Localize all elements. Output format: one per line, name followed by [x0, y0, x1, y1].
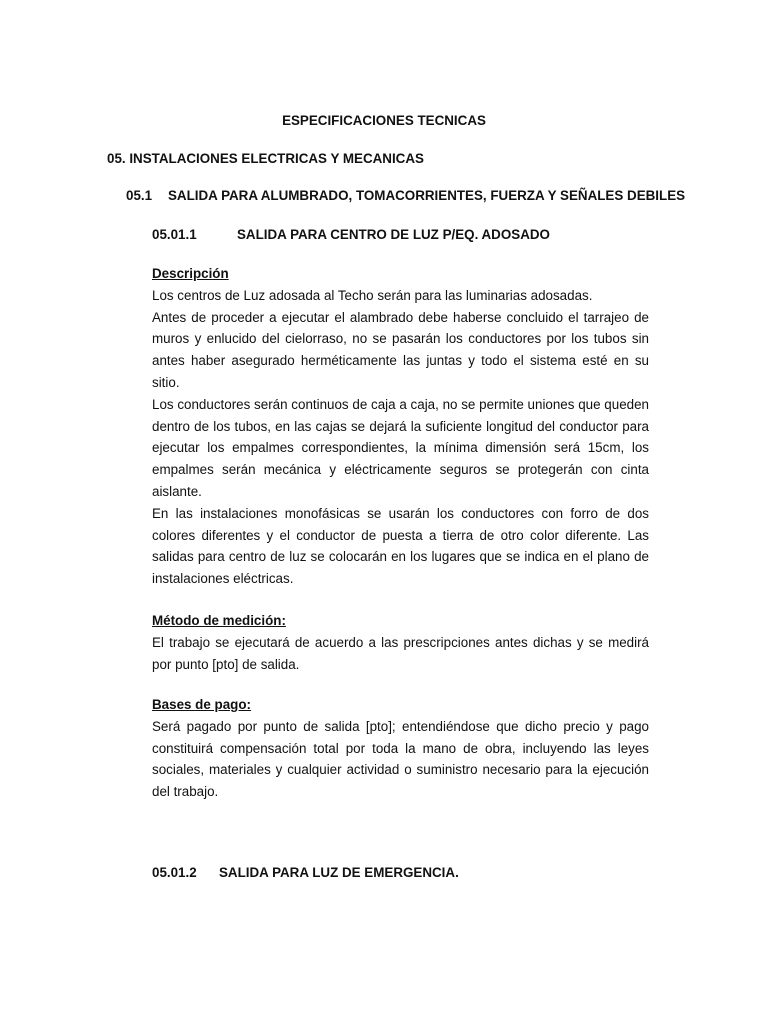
medicion-heading: Método de medición: [152, 613, 286, 628]
descripcion-section [152, 263, 649, 590]
item-title: SALIDA PARA LUZ DE EMERGENCIA. [219, 865, 459, 880]
medicion-paragraph: El trabajo se ejecutará de acuerdo a las prescripciones antes dichas y se medirá por punto [pto] de salida. [152, 634, 649, 672]
item-title: SALIDA PARA CENTRO DE LUZ P/EQ. ADOSADO [237, 227, 550, 242]
descripcion-paragraph: Los centros de Luz adosada al Techo serán para las luminarias adosadas. [152, 287, 593, 303]
pago-paragraph: Será pagado por punto de salida [pto]; entendiéndose que dicho precio y pago constituirá compensación total por toda la mano de obra, incluyendo las leyes sociales, materiales y cualquier actividad o suministro necesario para la ejecución del trabajo. [152, 718, 649, 800]
medicion-section [152, 610, 649, 675]
item-number: 05.01.2 [152, 865, 197, 880]
subsection-number: 05.1 [126, 188, 153, 203]
descripcion-paragraph: En las instalaciones monofásicas se usarán los conductores con forro de dos colores diferentes y el conductor de puesta a tierra de otro color diferente. Las salidas para centro de luz se colocarán en los lugares que se indica en el plano de instalaciones eléctricas. [152, 505, 649, 587]
descripcion-paragraph: Los conductores serán continuos de caja a caja, no se permite uniones que queden dentro de los tubos, en las cajas se dejará la suficiente longitud del conductor para ejecutar los empalmes correspondientes, la mínima dimensión será 15cm, los empalmes serán mecánica y eléctricamente seguros se protegerán con cinta aislante. [152, 396, 649, 499]
descripcion-paragraph: Antes de proceder a ejecutar el alambrado debe haberse concluido el tarrajeo de muros y enlucido del cielorraso, no se pasarán los conductores por los tubos sin antes haber asegurado herméticamente las juntas y todo el sistema esté en su sitio. [152, 309, 649, 390]
pago-section [152, 694, 649, 803]
document-title: ESPECIFICACIONES TECNICAS [282, 113, 486, 128]
pago-heading: Bases de pago: [152, 697, 251, 712]
item-number: 05.01.1 [152, 227, 197, 242]
subsection-title: SALIDA PARA ALUMBRADO, TOMACORRIENTES, FUERZA Y SEÑALES DEBILES [168, 188, 686, 203]
section-heading: 05. INSTALACIONES ELECTRICAS Y MECANICAS [107, 151, 424, 166]
descripcion-heading: Descripción [152, 266, 229, 281]
